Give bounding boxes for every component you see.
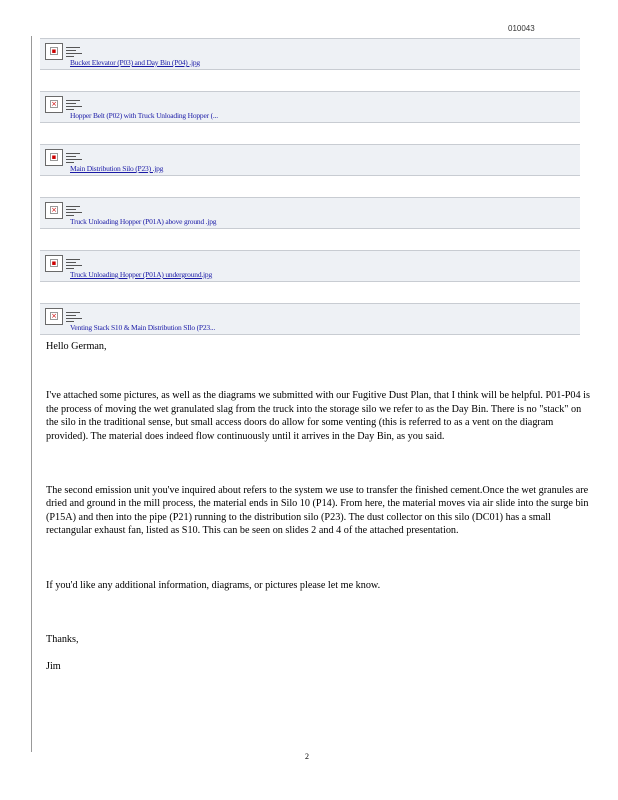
attachment-item[interactable] [40,91,580,123]
attachment-item[interactable] [40,250,580,282]
image-placeholder-icon: ▪ [45,43,63,60]
attachment-link[interactable]: Truck Unloading Hopper (P01A) above ground .jpg [70,217,217,226]
email-greeting: Hello German, [46,341,107,352]
attachment-list [40,38,580,356]
attachment-link[interactable]: Venting Stack S10 & Main Distribution SIlo (P23... [70,323,216,332]
attachment-link[interactable]: Hopper Belt (P02) with Truck Unloading Hopper (... [70,111,218,120]
bates-number: 010043 [508,24,535,33]
email-paragraph: If you'd like any additional information, diagrams, or pictures please let me know. [46,579,381,591]
email-paragraph: The second emission unit you've inquired about refers to the system we use to transfer the finished cement.Once the wet granules are dried and ground in the mill process, the material ends in Silo 10 (P14). From here, the material moves via air slide into the surge bin (P15A) and then into the pipe (P21) running to the distribution silo (P23). The dust collector on this silo (DC01) has a small rectangular exhaust fan, listed as S10. This can be seen on slides 2 and 4 of the attached presentation. [46,485,589,537]
attachment-link[interactable]: Main Distribution Silo (P23) .jpg [70,164,164,173]
email-body [46,340,592,674]
left-margin-rule [31,36,32,752]
email-closing: Thanks, [46,634,79,646]
attachment-item[interactable] [40,303,580,335]
email-paragraph: I've attached some pictures, as well as the diagrams we submitted with our Fugitive Dust Plan, that I think will be helpful. P01-P04 is the process of moving the wet granulated slag from the truck into the storage silo we refer to as the Day Bin. There is no "stack" on the silo in the traditional sense, but small access doors do allow for some venting (this is referred to as a vent on the diagram provided). The material does indeed flow continuously until it arrives in the Day Bin, as you said. [46,390,590,442]
attachment-link[interactable]: Truck Unloading Hopper (P01A) underground.jpg [70,270,213,279]
image-placeholder-icon: ▪ [45,149,63,166]
attachment-link[interactable]: Bucket Elevator (P03) and Day Bin (P04) .jpg [70,58,200,67]
attachment-item[interactable] [40,38,580,70]
attachment-item[interactable] [40,197,580,229]
broken-image-icon: × [45,308,63,325]
attachment-item[interactable] [40,144,580,176]
image-placeholder-icon: ▪ [45,255,63,272]
broken-image-icon: × [45,202,63,219]
broken-image-icon: × [45,96,63,113]
page-number: 2 [305,752,309,761]
email-signature: Jim [46,661,61,673]
